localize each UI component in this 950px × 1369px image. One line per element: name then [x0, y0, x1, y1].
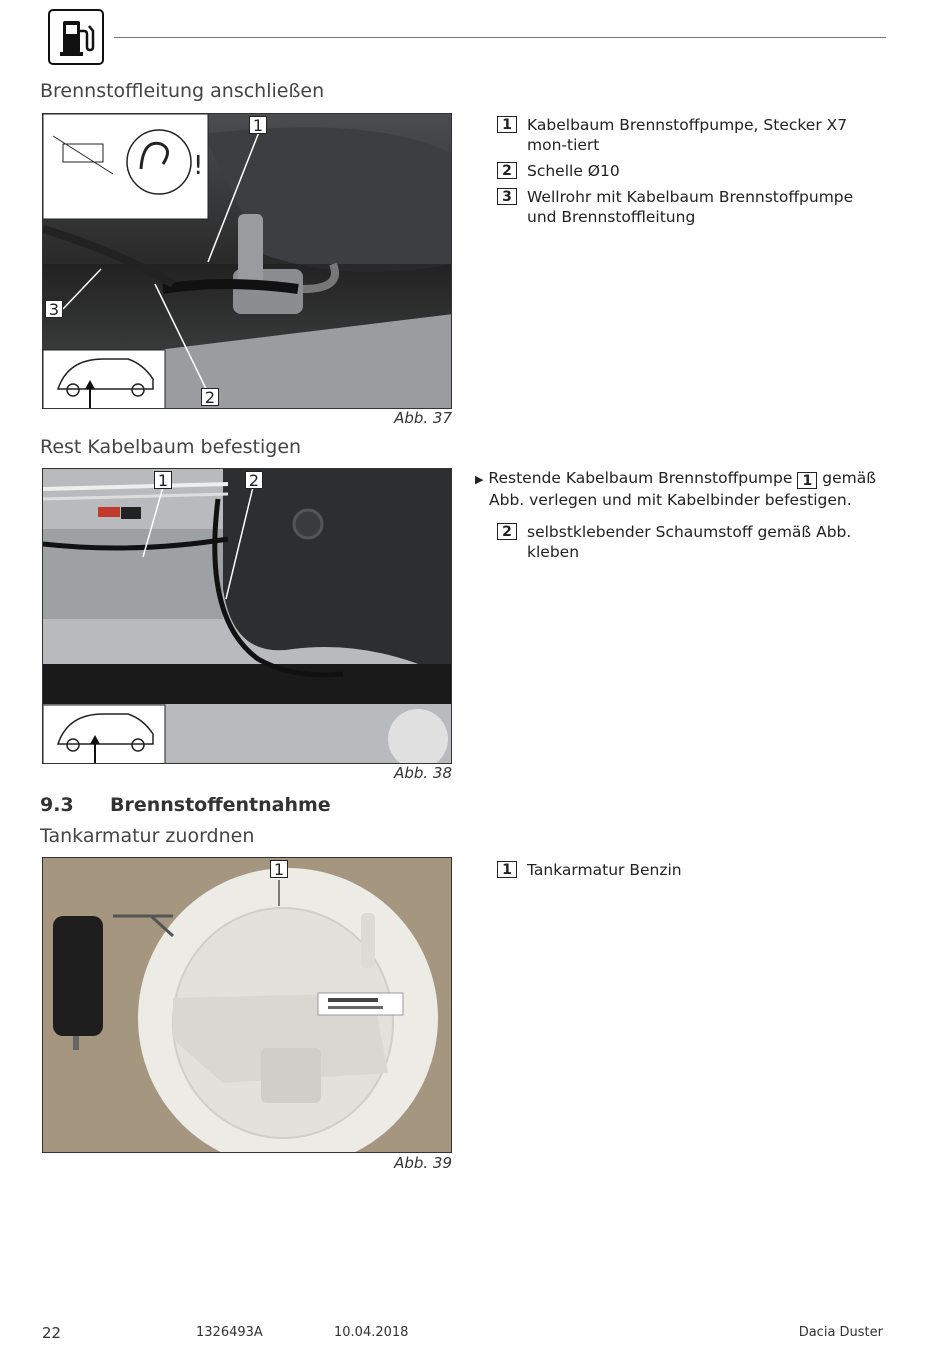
- document-date: 10.04.2018: [334, 1325, 409, 1340]
- callout-1: 1: [154, 471, 172, 489]
- callout-2: 2: [201, 388, 219, 406]
- subsection-number: 9.3: [40, 794, 74, 816]
- instruction-step: [475, 468, 885, 510]
- legend-number: 1: [497, 861, 517, 878]
- legend-text: Schelle Ø10: [527, 162, 620, 180]
- legend-text: Tankarmatur Benzin: [527, 861, 682, 879]
- fuel-pump-icon: [48, 9, 104, 65]
- legend-item: [497, 115, 877, 155]
- figure-39-legend: [497, 860, 877, 886]
- page-number: 22: [42, 1324, 62, 1342]
- figure-37-photo: [42, 113, 452, 409]
- legend-item: [475, 522, 885, 562]
- figure-37-legend: [497, 115, 877, 233]
- figure-38-instruction: [475, 468, 885, 568]
- document-number: 1326493A: [196, 1325, 263, 1340]
- legend-number: 2: [497, 523, 517, 540]
- callout-3: 3: [45, 300, 63, 318]
- section-title-tank-unit: Tankarmatur zuordnen: [40, 825, 255, 847]
- legend-number: 1: [797, 472, 817, 489]
- callout-1: 1: [270, 860, 288, 878]
- figure-39-photo: [42, 857, 452, 1153]
- legend-item: [497, 187, 877, 227]
- figure-38-caption: Abb. 38: [394, 764, 452, 782]
- legend-number: 3: [497, 188, 517, 205]
- legend-text: Kabelbaum Brennstoffpumpe, Stecker X7 mon-tiert: [527, 116, 848, 154]
- legend-number: 2: [497, 162, 517, 179]
- header-rule: [114, 37, 886, 38]
- legend-item: [497, 860, 877, 880]
- callout-1: 1: [249, 116, 267, 134]
- callout-2: 2: [245, 471, 263, 489]
- legend-number: 1: [497, 116, 517, 133]
- step-text: Abb. verlegen und mit Kabelbinder befestigen.: [489, 491, 852, 509]
- step-text: gemäß: [822, 469, 877, 487]
- section-title-harness: Rest Kabelbaum befestigen: [40, 436, 302, 458]
- legend-item: [497, 161, 877, 181]
- figure-38-photo: [42, 468, 452, 764]
- figure-39-caption: Abb. 39: [394, 1154, 452, 1172]
- legend-text: Wellrohr mit Kabelbaum Brennstoffpumpe und Brennstoffleitung: [527, 188, 854, 226]
- vehicle-name: Dacia Duster: [798, 1325, 883, 1340]
- figure-37-caption: Abb. 37: [394, 409, 452, 427]
- step-text: Restende Kabelbaum Brennstoffpumpe: [488, 469, 793, 487]
- legend-text: selbstklebender Schaumstoff gemäß Abb. kleben: [527, 523, 852, 561]
- step-arrow-icon: ▶: [475, 473, 484, 486]
- section-title-fuel-line: Brennstoffleitung anschließen: [40, 80, 325, 102]
- subsection-title: Brennstoffentnahme: [110, 794, 331, 816]
- svg-text:!: !: [193, 151, 204, 181]
